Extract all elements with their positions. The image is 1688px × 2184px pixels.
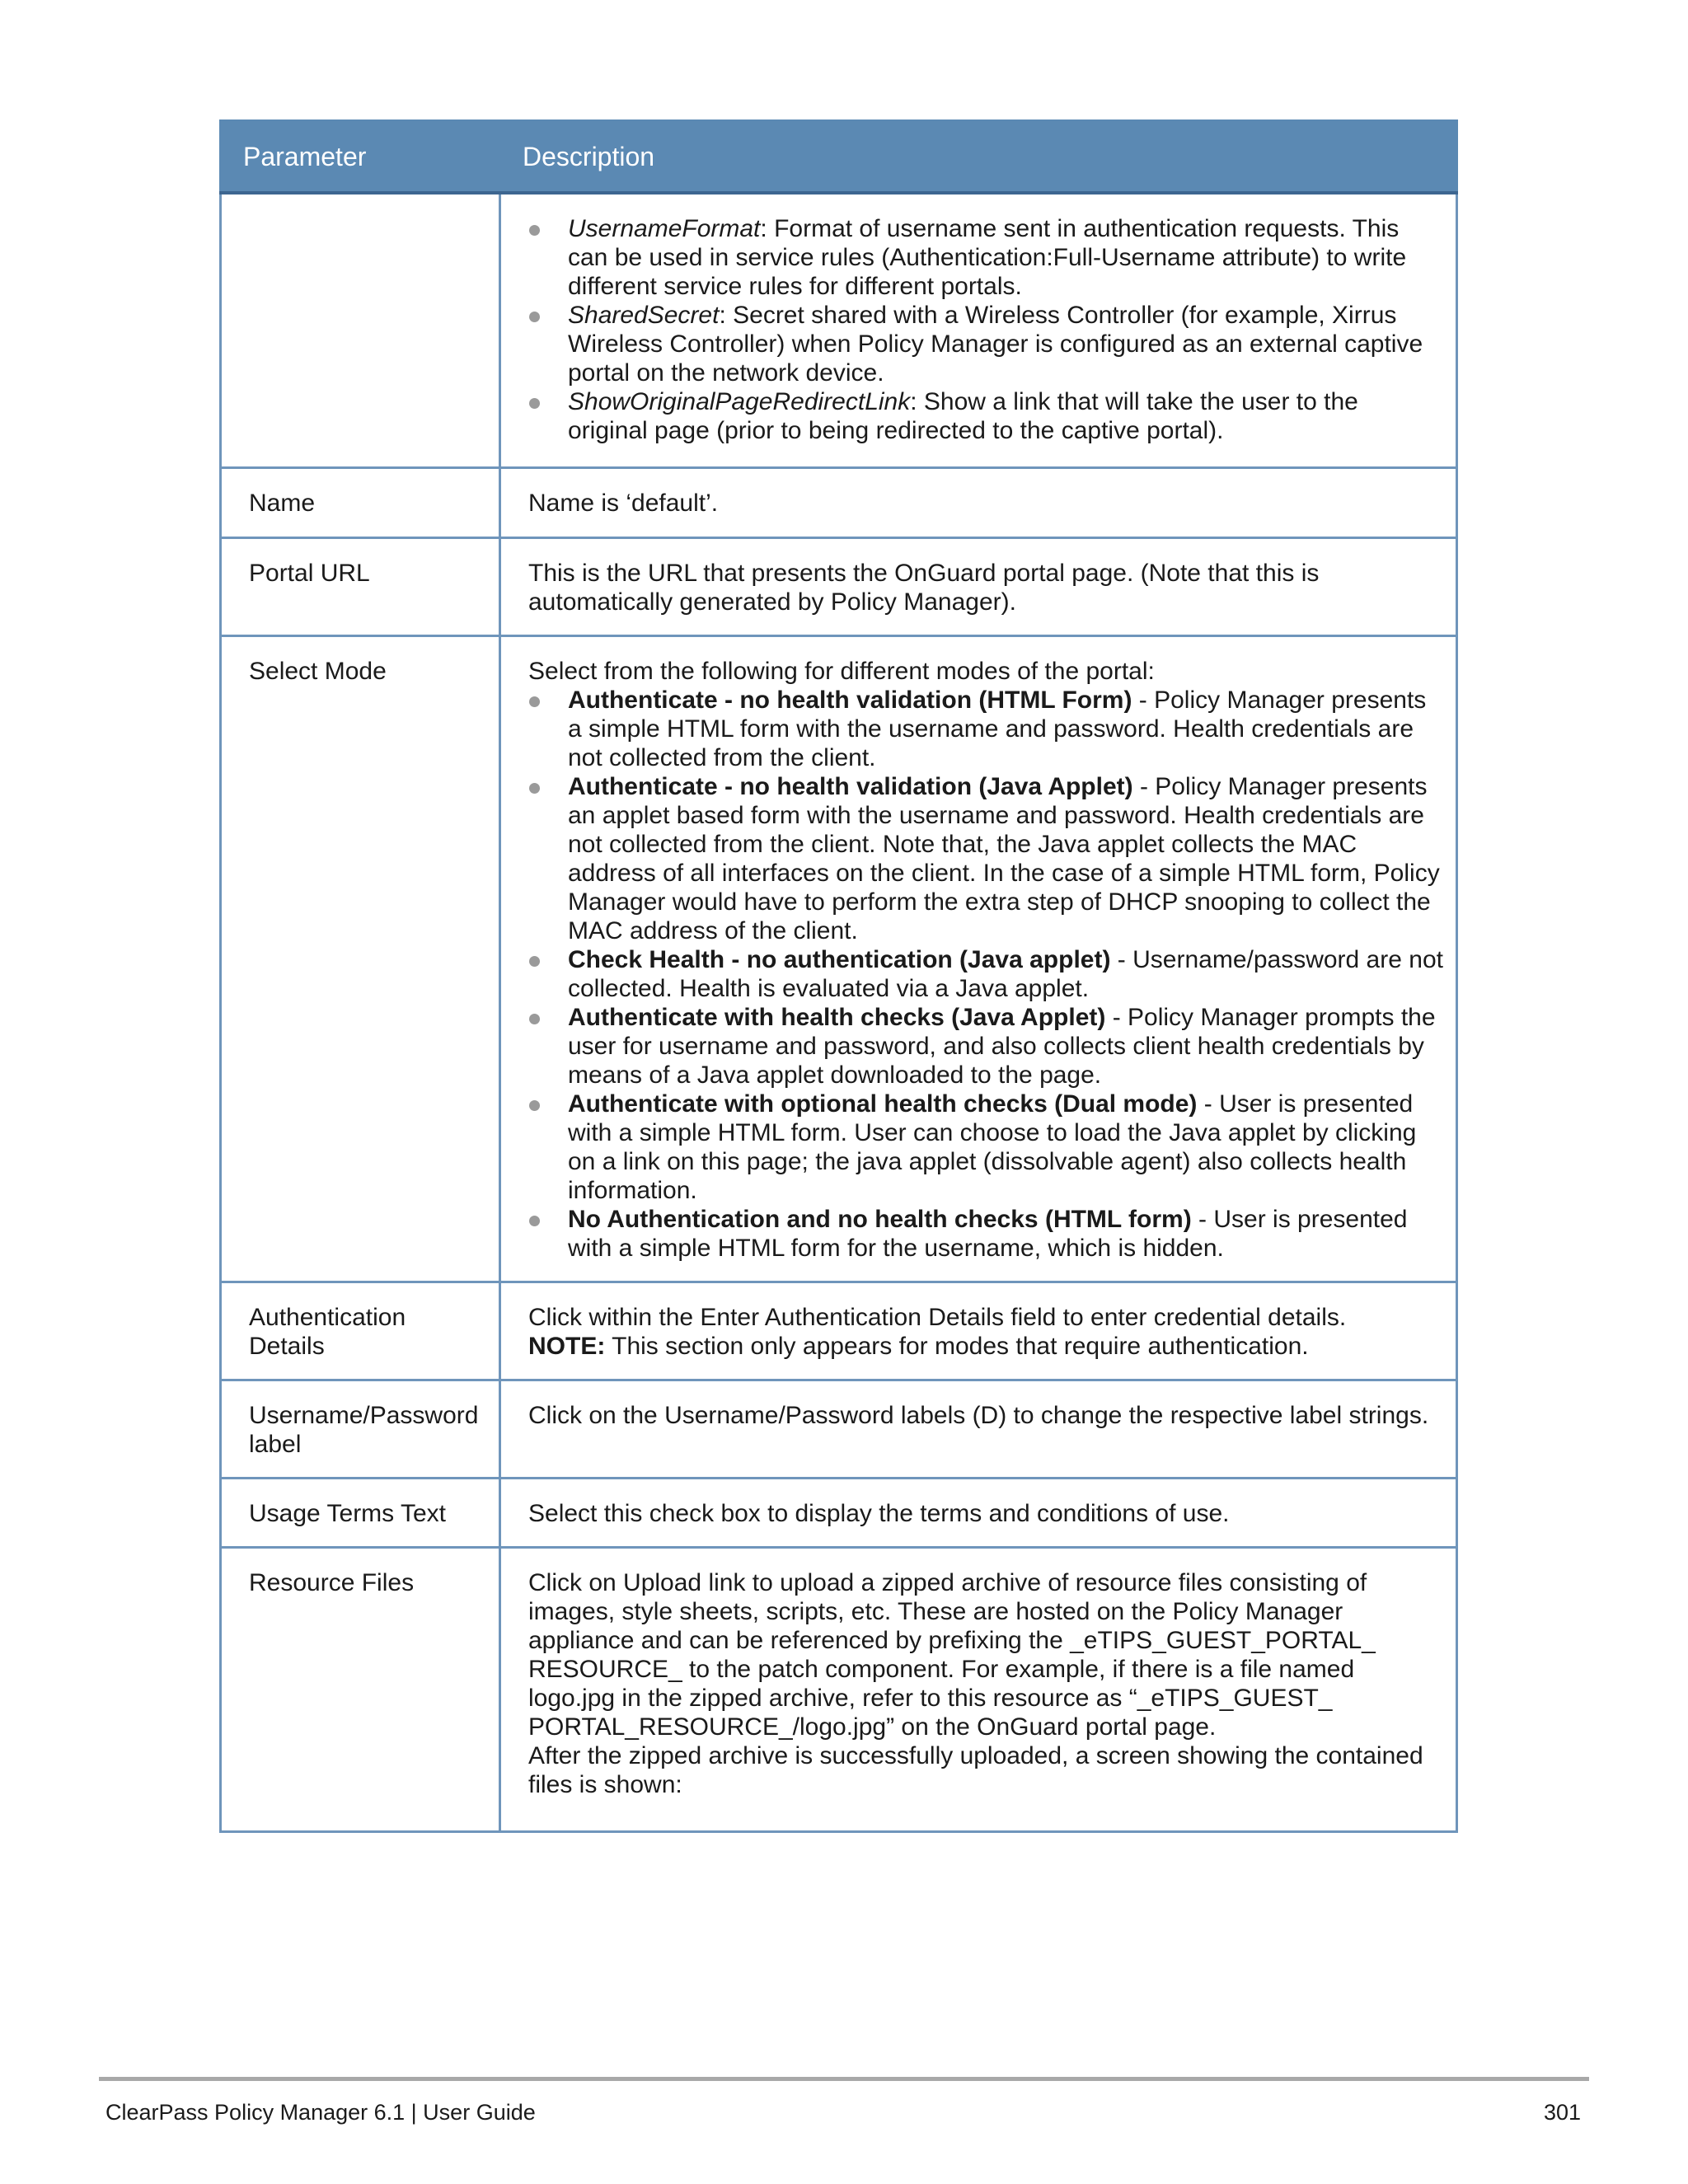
param-cell: Usage Terms Text bbox=[221, 1479, 500, 1548]
note-label: NOTE: bbox=[528, 1333, 606, 1360]
table-row bbox=[221, 636, 1457, 1282]
desc-cell bbox=[500, 1282, 1457, 1380]
desc-text: Click within the Enter Authentication Details field to enter credential details. bbox=[528, 1304, 1347, 1331]
footer-divider bbox=[99, 2077, 1589, 2081]
bullet-term: SharedSecret bbox=[568, 302, 720, 329]
bullet-text: - Policy Manager prompts the user for username and password, and also collects client health credentials by means of a Java applet downloaded to the page. bbox=[568, 1004, 1436, 1089]
bullet-term: Authenticate - no health validation (HTML Form) bbox=[568, 687, 1132, 714]
list-item bbox=[528, 387, 1444, 445]
desc-cell bbox=[500, 193, 1457, 468]
param-cell: Portal URL bbox=[221, 538, 500, 636]
table-row bbox=[221, 1282, 1457, 1380]
bullet-text: - Policy Manager presents a simple HTML form with the username and password. Health credentials are not collected from the client. bbox=[568, 687, 1427, 771]
bullet-text: : Format of username sent in authentication requests. This can be used in service rules (Authentication:Full-Username attribute) to write different service rules for different portals. bbox=[568, 215, 1407, 300]
footer-title: ClearPass Policy Manager 6.1 | User Guide bbox=[106, 2100, 536, 2125]
column-header-description: Description bbox=[500, 121, 1457, 194]
list-item bbox=[528, 1205, 1444, 1263]
table-header-row bbox=[221, 121, 1457, 194]
list-item bbox=[528, 1003, 1444, 1090]
bullet-text: - Username/password are not collected. Health is evaluated via a Java applet. bbox=[568, 946, 1443, 1002]
desc-cell: Select this check box to display the terms and conditions of use. bbox=[500, 1479, 1457, 1548]
list-item bbox=[528, 301, 1444, 387]
bullet-term: ShowOriginalPageRedirectLink bbox=[568, 388, 911, 415]
table-row bbox=[221, 193, 1457, 468]
desc-cell bbox=[500, 636, 1457, 1282]
note-paragraph bbox=[528, 1332, 1444, 1361]
column-header-parameter: Parameter bbox=[221, 121, 500, 194]
bullet-list bbox=[528, 214, 1444, 445]
table-row bbox=[221, 538, 1457, 636]
param-cell: Name bbox=[221, 468, 500, 538]
desc-cell: Click on the Username/Password labels (D) to change the respective label strings. bbox=[500, 1380, 1457, 1479]
list-item bbox=[528, 214, 1444, 301]
table-row bbox=[221, 468, 1457, 538]
note-text: This section only appears for modes that require authentication. bbox=[605, 1333, 1309, 1360]
parameter-table bbox=[219, 120, 1458, 1833]
param-cell bbox=[221, 193, 500, 468]
bullet-text: - Policy Manager presents an applet based form with the username and password. Health credentials are not collected from the client. Note that, the Java applet collects the MAC address of all interfaces on the client. In the case of a simple HTML form, Policy Manager would have to perform the extra step of DHCP snooping to collect the MAC address of the client. bbox=[568, 773, 1440, 944]
page-number: 301 bbox=[1543, 2100, 1581, 2125]
desc-cell: This is the URL that presents the OnGuard portal page. (Note that this is automatically generated by Policy Manager). bbox=[500, 538, 1457, 636]
desc-cell: Name is ‘default’. bbox=[500, 468, 1457, 538]
bullet-text: - User is presented with a simple HTML form for the username, which is hidden. bbox=[568, 1206, 1408, 1262]
bullet-term: Authenticate - no health validation (Java Applet) bbox=[568, 773, 1133, 800]
bullet-term: No Authentication and no health checks (HTML form) bbox=[568, 1206, 1192, 1233]
param-cell: Resource Files bbox=[221, 1548, 500, 1832]
table-row bbox=[221, 1548, 1457, 1832]
bullet-term: UsernameFormat bbox=[568, 215, 761, 242]
param-cell: Authentication Details bbox=[221, 1282, 500, 1380]
list-item bbox=[528, 945, 1444, 1003]
list-item bbox=[528, 686, 1444, 772]
desc-intro: Select from the following for different modes of the portal: bbox=[528, 658, 1155, 685]
bullet-list bbox=[528, 686, 1444, 1263]
bullet-term: Check Health - no authentication (Java applet) bbox=[568, 946, 1111, 973]
desc-cell bbox=[500, 1548, 1457, 1832]
param-cell: Select Mode bbox=[221, 636, 500, 1282]
list-item bbox=[528, 1090, 1444, 1205]
table-row bbox=[221, 1479, 1457, 1548]
param-cell: Username/Password label bbox=[221, 1380, 500, 1479]
bullet-text: : Show a link that will take the user to the original page (prior to being redirected to the captive portal). bbox=[568, 388, 1358, 444]
table-row bbox=[221, 1380, 1457, 1479]
bullet-term: Authenticate with health checks (Java Applet) bbox=[568, 1004, 1106, 1031]
bullet-text: - User is presented with a simple HTML form. User can choose to load the Java applet by clicking on a link on this page; the java applet (dissolvable agent) also collects health information. bbox=[568, 1090, 1417, 1204]
desc-text: After the zipped archive is successfully uploaded, a screen showing the contained files is shown: bbox=[528, 1742, 1423, 1798]
desc-text: Click on Upload link to upload a zipped archive of resource files consisting of images, style sheets, scripts, etc. These are hosted on the Policy Manager appliance and can be referenced by prefixing the _eTIPS_GUEST_PORTAL_ RESOURCE_ to the patch component. For example, if there is a file named logo.jpg in the zipped archive, refer to this resource as “_eTIPS_GUEST_ PORTAL_RESOURCE_/logo.jpg” on the OnGuard portal page. bbox=[528, 1569, 1376, 1741]
list-item bbox=[528, 772, 1444, 945]
bullet-term: Authenticate with optional health checks (Dual mode) bbox=[568, 1090, 1198, 1118]
bullet-text: : Secret shared with a Wireless Controller (for example, Xirrus Wireless Controller) when Policy Manager is configured as an external captive portal on the network device. bbox=[568, 302, 1423, 387]
